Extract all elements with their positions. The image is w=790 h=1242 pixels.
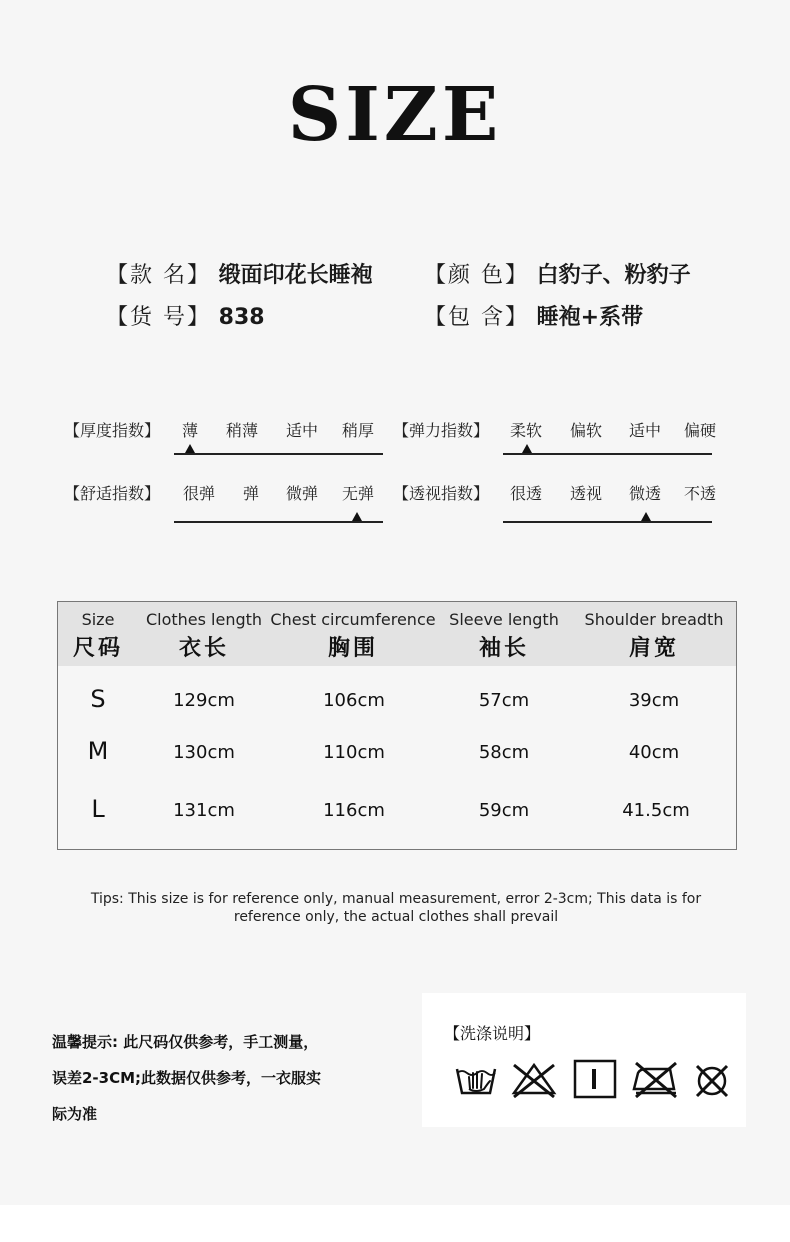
product-color-row xyxy=(424,258,691,289)
header-cn: 胸围 xyxy=(327,636,378,661)
thickness-option: 适中 xyxy=(285,421,318,440)
thickness-option: 薄 xyxy=(181,421,198,440)
comfort-option: 无弹 xyxy=(341,484,374,503)
comfort-option: 弹 xyxy=(242,484,259,503)
comfort-marker-icon xyxy=(352,512,362,521)
size-table xyxy=(57,601,737,850)
table-cell: 57cm xyxy=(478,690,530,711)
warm-reminder xyxy=(52,1024,392,1132)
tips-line: reference only, the actual clothes shall prevail xyxy=(233,909,559,925)
comfort-scale-line xyxy=(174,521,383,523)
reminder-line: 误差2-3CM;此数据仅供参考，一衣服实 xyxy=(52,1069,322,1087)
comfort-option: 很弹 xyxy=(182,484,215,503)
thickness-option: 稍薄 xyxy=(225,421,258,440)
transparency-option: 很透 xyxy=(509,484,542,503)
table-cell: 131cm xyxy=(173,800,235,821)
page-title: SIZE xyxy=(287,72,503,158)
elasticity-option: 柔软 xyxy=(509,421,542,440)
product-contains-row xyxy=(424,300,643,331)
thickness-scale-line xyxy=(174,453,383,455)
product-name-value: 缎面印花长睡袍 xyxy=(218,263,373,288)
no-bleach-icon xyxy=(510,1059,558,1099)
table-cell: 41.5cm xyxy=(622,800,690,821)
hand-wash-icon xyxy=(454,1059,498,1099)
table-cell: 130cm xyxy=(173,742,235,763)
washing-instructions xyxy=(422,993,746,1127)
reminder-line: 际为准 xyxy=(52,1105,98,1123)
no-iron-icon xyxy=(630,1059,680,1099)
transparency-scale-line xyxy=(503,521,712,523)
product-item-key: 【货 号】 xyxy=(106,305,211,330)
product-color-value: 白豹子、粉豹子 xyxy=(536,263,691,288)
table-cell-size: M xyxy=(87,737,109,765)
table-cell: 40cm xyxy=(628,742,680,763)
table-cell: 106cm xyxy=(323,690,385,711)
elasticity-option: 偏硬 xyxy=(683,421,716,440)
comfort-index-label: 【舒适指数】 xyxy=(64,484,161,503)
table-cell: 39cm xyxy=(628,690,680,711)
elasticity-scale-line xyxy=(503,453,712,455)
header-cn: 袖长 xyxy=(478,636,529,661)
transparency-option: 微透 xyxy=(628,484,661,503)
header-clothes-length xyxy=(140,602,268,662)
no-dry-clean-icon xyxy=(692,1059,732,1099)
washing-title: 【洗涤说明】 xyxy=(444,1024,541,1043)
table-cell: 129cm xyxy=(173,690,235,711)
table-cell: 59cm xyxy=(478,800,530,821)
elasticity-option: 偏软 xyxy=(569,421,602,440)
table-cell: 116cm xyxy=(323,800,385,821)
transparency-index-label: 【透视指数】 xyxy=(393,484,490,503)
thickness-marker-icon xyxy=(185,444,195,453)
product-name-row xyxy=(106,258,373,289)
thickness-index-label: 【厚度指数】 xyxy=(64,421,161,440)
transparency-marker-icon xyxy=(641,512,651,521)
elasticity-marker-icon xyxy=(522,444,532,453)
header-cn: 尺码 xyxy=(72,636,123,661)
product-item-value: 838 xyxy=(218,305,265,330)
product-name-key: 【款 名】 xyxy=(106,263,211,288)
reminder-line: 温馨提示: 此尺码仅供参考，手工测量， xyxy=(52,1033,319,1051)
size-tips xyxy=(60,890,732,926)
header-shoulder xyxy=(576,602,732,662)
line-dry-icon xyxy=(572,1059,618,1101)
transparency-option: 不透 xyxy=(683,484,716,503)
table-cell: 58cm xyxy=(478,742,530,763)
table-cell-size: L xyxy=(91,795,105,823)
header-en: Sleeve length xyxy=(449,610,559,629)
header-cn: 衣长 xyxy=(178,636,229,661)
comfort-option: 微弹 xyxy=(285,484,318,503)
header-size xyxy=(58,602,138,662)
product-color-key: 【颜 色】 xyxy=(424,263,529,288)
product-item-row xyxy=(106,300,265,331)
product-contains-value: 睡袍+系带 xyxy=(536,305,644,330)
tips-line: Tips: This size is for reference only, manual measurement, error 2-3cm; This data is for xyxy=(90,891,702,907)
header-chest xyxy=(270,602,436,662)
header-en: Chest circumference xyxy=(270,610,436,629)
header-en: Shoulder breadth xyxy=(584,610,724,629)
transparency-option: 透视 xyxy=(569,484,602,503)
table-cell: 110cm xyxy=(323,742,385,763)
bottom-strip xyxy=(0,1205,790,1242)
size-table-header xyxy=(58,602,736,666)
table-cell-size: S xyxy=(90,685,106,713)
elasticity-index-label: 【弹力指数】 xyxy=(393,421,490,440)
header-en: Size xyxy=(81,610,115,629)
thickness-option: 稍厚 xyxy=(341,421,374,440)
header-cn: 肩宽 xyxy=(628,636,679,661)
elasticity-option: 适中 xyxy=(628,421,661,440)
header-sleeve xyxy=(442,602,566,662)
product-contains-key: 【包 含】 xyxy=(424,305,529,330)
header-en: Clothes length xyxy=(145,610,263,629)
